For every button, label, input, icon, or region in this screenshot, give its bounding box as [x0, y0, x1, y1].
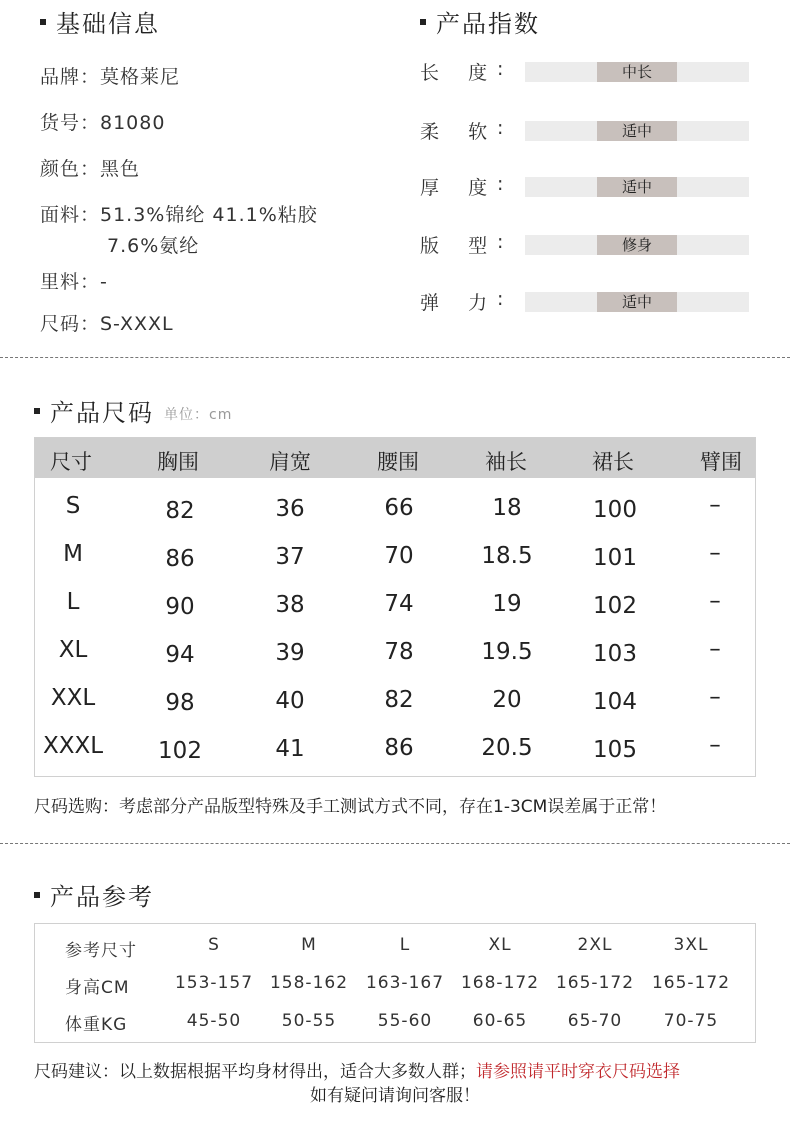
index-colon: :: [497, 231, 504, 253]
index-bar: [525, 292, 749, 312]
index-label: 柔 软: [420, 121, 489, 143]
table-cell: –: [709, 588, 721, 614]
size-table-title: [34, 393, 232, 428]
table-cell: 37: [275, 544, 305, 570]
weight-value: 50-55: [281, 1011, 337, 1031]
table-cell: 19: [492, 591, 522, 617]
index-marker: 适中: [597, 177, 677, 197]
index-colon: :: [497, 58, 504, 80]
index-marker: 适中: [597, 292, 677, 312]
reference-size: M: [301, 935, 317, 955]
table-cell: 36: [275, 496, 305, 522]
index-label: 版 型: [420, 235, 489, 257]
table-cell: 98: [165, 690, 195, 716]
size-cell: XL: [58, 637, 88, 663]
header-cell: 裙长: [592, 450, 634, 474]
index-row-length: [420, 58, 750, 84]
bullet-icon: [34, 408, 40, 414]
index-label: 长 度: [420, 62, 489, 84]
table-cell: 105: [593, 737, 637, 763]
bullet-icon: [34, 892, 40, 898]
product-index-title-text: 产品指数: [436, 10, 540, 38]
table-cell: 102: [593, 593, 637, 619]
table-cell: 101: [593, 545, 637, 571]
brand-line: 品牌：莫格莱尼: [40, 66, 181, 88]
weight-value: 45-50: [186, 1011, 242, 1031]
bullet-icon: [40, 19, 46, 25]
table-cell: –: [709, 684, 721, 710]
table-cell: 102: [158, 738, 202, 764]
index-colon: :: [497, 288, 504, 310]
size-table: [34, 437, 756, 777]
size-selection-note: 尺码选购：考虑部分产品版型特殊及手工测试方式不同，存在1-3CM误差属于正常！: [34, 797, 667, 817]
divider: [0, 357, 790, 358]
reference-size: L: [399, 935, 411, 955]
table-cell: 74: [384, 591, 414, 617]
height-label: 身高CM: [65, 978, 130, 998]
index-row-thickness: [420, 173, 750, 199]
table-cell: 86: [165, 546, 195, 572]
header-cell: 臂围: [700, 450, 742, 474]
index-bar: [525, 121, 749, 141]
index-row-softness: [420, 117, 750, 143]
weight-value: 65-70: [567, 1011, 623, 1031]
header-cell: 尺寸: [50, 450, 92, 474]
size-cell: S: [65, 493, 81, 519]
table-cell: 86: [384, 735, 414, 761]
index-row-elasticity: [420, 288, 750, 314]
fabric-line-1: 面料：51.3%锦纶 41.1%粘胶: [40, 204, 318, 226]
customer-service-note: 如有疑问请询问客服！: [310, 1086, 480, 1106]
table-cell: 18: [492, 495, 522, 521]
header-cell: 腰围: [377, 450, 419, 474]
weight-label: 体重KG: [65, 1015, 128, 1035]
table-cell: 20.5: [481, 735, 533, 761]
size-advice-red-text: 请参照请平时穿衣尺码选择: [476, 1062, 680, 1082]
basic-info-title: [40, 4, 160, 39]
size-range-line: 尺码：S-XXXL: [40, 313, 174, 335]
table-cell: 66: [384, 495, 414, 521]
index-colon: :: [497, 117, 504, 139]
table-cell: 38: [275, 592, 305, 618]
table-cell: 18.5: [481, 543, 533, 569]
header-cell: 胸围: [157, 450, 199, 474]
table-cell: 94: [165, 642, 195, 668]
size-table-header: [35, 438, 755, 478]
height-value: 158-162: [269, 973, 349, 993]
weight-value: 60-65: [472, 1011, 528, 1031]
fabric-line-2: 7.6%氨纶: [107, 235, 200, 257]
table-cell: 104: [593, 689, 637, 715]
divider: [0, 843, 790, 844]
height-value: 168-172: [460, 973, 540, 993]
reference-title: [34, 877, 154, 912]
index-label: 弹 力: [420, 292, 489, 314]
table-cell: 40: [275, 688, 305, 714]
table-cell: –: [709, 636, 721, 662]
height-value: 163-167: [365, 973, 445, 993]
index-bar: [525, 177, 749, 197]
index-bar: [525, 235, 749, 255]
reference-size: 3XL: [673, 935, 709, 955]
table-cell: –: [709, 492, 721, 518]
reference-title-text: 产品参考: [50, 883, 154, 911]
size-cell: L: [66, 589, 80, 615]
size-table-title-text: 产品尺码: [50, 399, 154, 427]
reference-header-label: 参考尺寸: [65, 941, 137, 961]
weight-value: 55-60: [377, 1011, 433, 1031]
table-cell: –: [709, 732, 721, 758]
product-index-title: [420, 4, 540, 39]
reference-size: XL: [488, 935, 512, 955]
height-value: 165-172: [555, 973, 635, 993]
size-advice-note: [34, 1057, 680, 1082]
index-row-fit: [420, 231, 750, 257]
basic-info-title-text: 基础信息: [56, 10, 160, 38]
size-cell: XXL: [50, 685, 96, 711]
index-marker: 中长: [597, 62, 677, 82]
header-cell: 肩宽: [269, 450, 311, 474]
height-value: 153-157: [174, 973, 254, 993]
table-cell: 70: [384, 543, 414, 569]
index-marker: 修身: [597, 235, 677, 255]
unit-label: 单位：cm: [164, 406, 233, 423]
table-cell: 82: [165, 498, 195, 524]
reference-table: [34, 923, 756, 1043]
item-number-line: 货号：81080: [40, 112, 166, 134]
table-cell: 90: [165, 594, 195, 620]
table-cell: 82: [384, 687, 414, 713]
weight-value: 70-75: [663, 1011, 719, 1031]
index-colon: :: [497, 173, 504, 195]
table-cell: 20: [492, 687, 522, 713]
table-cell: –: [709, 540, 721, 566]
table-cell: 39: [275, 640, 305, 666]
bullet-icon: [420, 19, 426, 25]
size-cell: XXXL: [42, 733, 104, 759]
reference-size: S: [208, 935, 220, 955]
table-cell: 100: [593, 497, 637, 523]
table-cell: 41: [275, 736, 305, 762]
table-cell: 19.5: [481, 639, 533, 665]
height-value: 165-172: [651, 973, 731, 993]
index-bar: [525, 62, 749, 82]
color-line: 颜色：黑色: [40, 158, 141, 180]
index-label: 厚 度: [420, 177, 489, 199]
header-cell: 袖长: [485, 450, 527, 474]
size-cell: M: [63, 541, 83, 567]
lining-line: 里料：-: [40, 271, 108, 293]
table-cell: 103: [593, 641, 637, 667]
table-cell: 78: [384, 639, 414, 665]
index-marker: 适中: [597, 121, 677, 141]
reference-size: 2XL: [577, 935, 613, 955]
size-advice-text: 尺码建议：以上数据根据平均身材得出，适合大多数人群；: [34, 1062, 476, 1082]
